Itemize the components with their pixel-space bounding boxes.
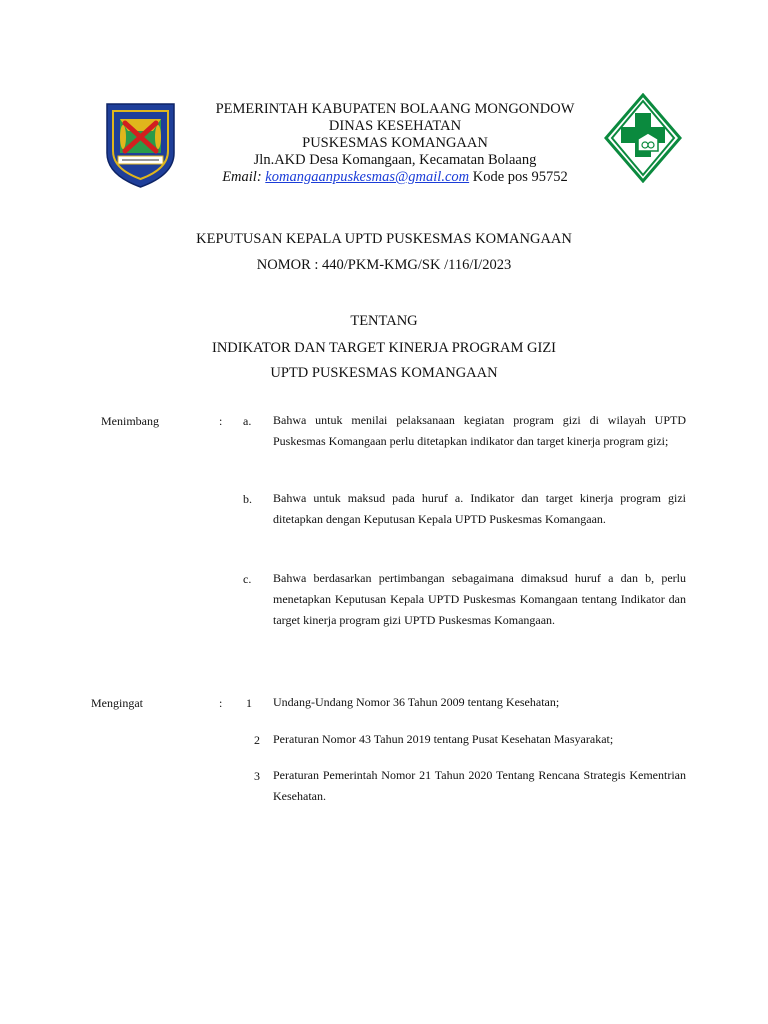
mengingat-item-2: Peraturan Nomor 43 Tahun 2019 tentang Pusat Kesehatan Masyarakat; [273,732,614,746]
email-label: Email: [222,169,262,185]
mengingat-item-3: Peraturan Pemerintah Nomor 21 Tahun 2020 Tentang Rencana Strategis Kementrian Kesehatan. [273,768,686,803]
menimbang-marker-c: c. [243,572,252,586]
decree-title: KEPUTUSAN KEPALA UPTD PUSKESMAS KOMANGAAN [196,231,572,247]
institution-name: PUSKESMAS KOMANGAAN [302,135,488,151]
menimbang-label: Menimbang [101,414,159,428]
agency-name: DINAS KESEHATAN [328,118,462,134]
puskesmas-logo-icon [604,93,682,183]
tentang-heading: TENTANG [350,313,418,329]
subject-line-2: UPTD PUSKESMAS KOMANGAAN [270,365,498,381]
menimbang-colon: : [219,414,223,428]
letterhead [190,101,600,186]
mengingat-marker-2: 2 [254,733,260,747]
government-name: PEMERINTAH KABUPATEN BOLAANG MONGONDOW [215,101,575,117]
address: Jln.AKD Desa Komangaan, Kecamatan Bolaang [253,152,537,168]
menimbang-item-a: Bahwa untuk menilai pelaksanaan kegiatan program gizi di wilayah UPTD Puskesmas Komangaan perlu ditetapkan indikator dan target kinerja program gizi; [273,413,686,448]
menimbang-item-c: Bahwa berdasarkan pertimbangan sebagaimana dimaksud huruf a dan b, perlu menetapkan Keputusan Kepala UPTD Puskesmas Komangaan tentang Indikator dan target kinerja program gizi UPTD Puskesmas Komangaan. [273,571,686,627]
mengingat-colon: : [219,696,223,710]
email-line [190,169,600,186]
menimbang-item-b: Bahwa untuk maksud pada huruf a. Indikator dan target kinerja program gizi ditetapkan dengan Keputusan Kepala UPTD Puskesmas Komangaan. [273,491,686,526]
postal-code: Kode pos 95752 [472,169,568,185]
mengingat-item-1: Undang-Undang Nomor 36 Tahun 2009 tentang Kesehatan; [273,695,560,709]
mengingat-marker-1: 1 [246,696,252,710]
mengingat-label: Mengingat [91,696,143,710]
email-link[interactable]: komangaanpuskesmas@gmail.com [265,169,470,185]
bolaang-mongondow-emblem-icon [103,101,178,189]
subject-line-1: INDIKATOR DAN TARGET KINERJA PROGRAM GIZI [211,340,557,356]
menimbang-marker-a: a. [243,414,252,428]
decree-number: NOMOR : 440/PKM-KMG/SK /116/I/2023 [256,257,512,273]
menimbang-marker-b: b. [243,492,252,506]
mengingat-marker-3: 3 [254,769,260,783]
